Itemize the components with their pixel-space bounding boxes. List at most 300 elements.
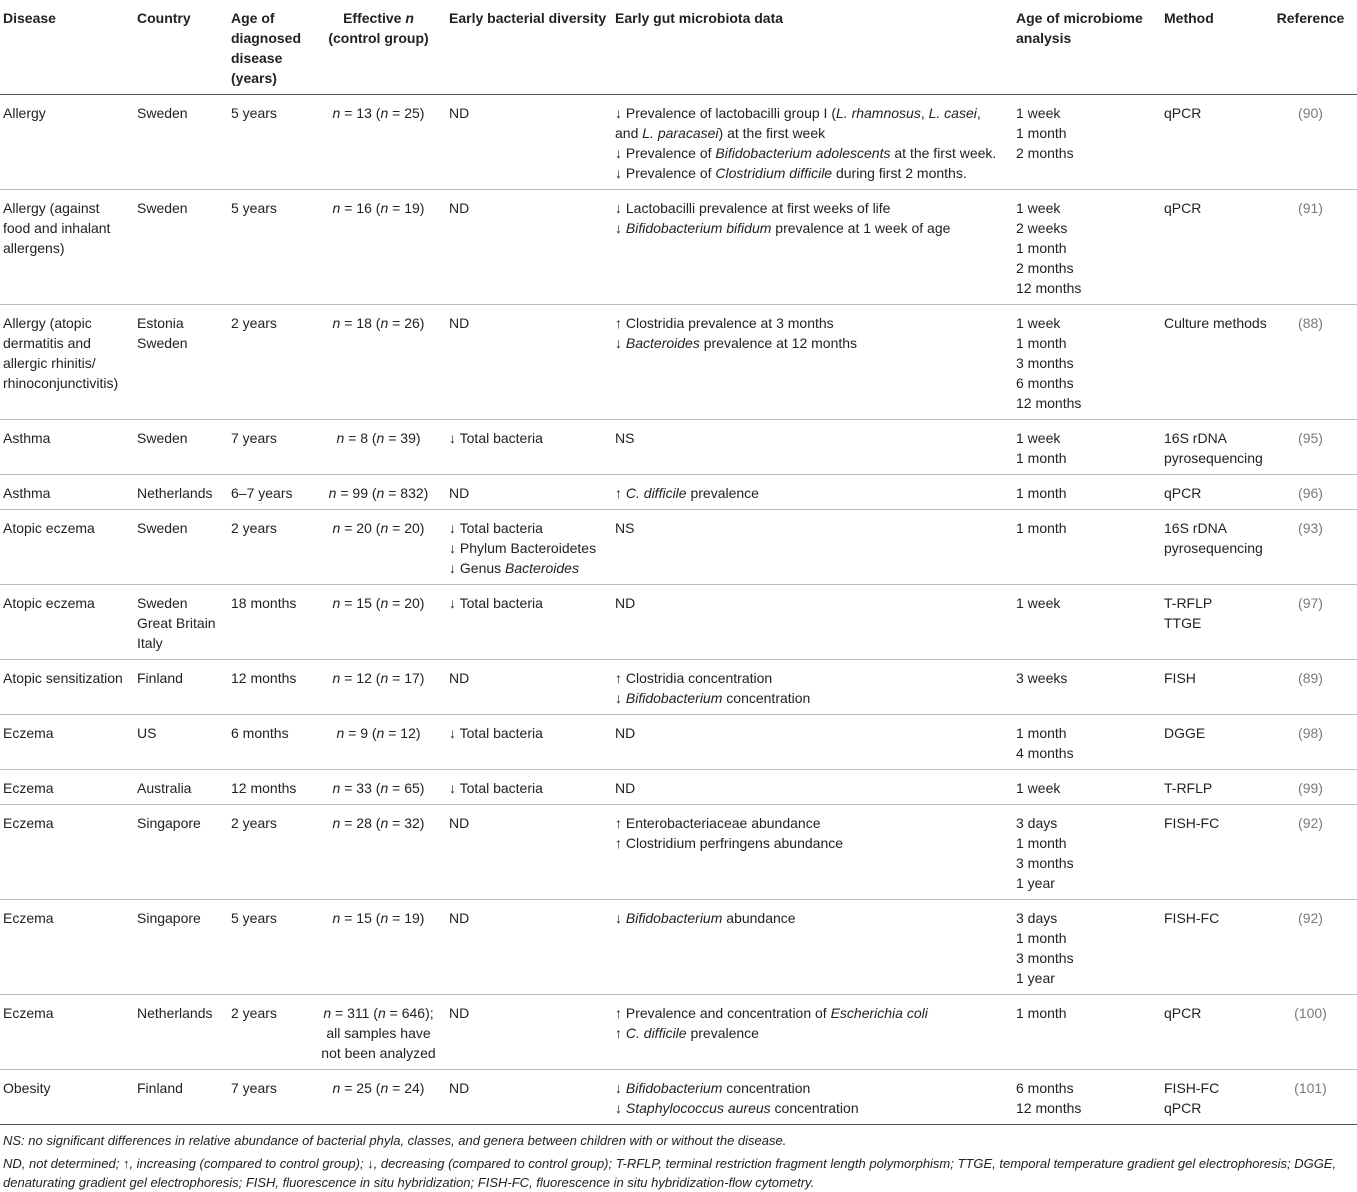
cell-microbiota (612, 190, 1013, 305)
cell-country-line: Netherlands (137, 1005, 213, 1021)
cell-age-microbiome-line: 3 weeks (1016, 670, 1068, 686)
cell-microbiota-line: ↓ Bifidobacterium concentration (615, 690, 811, 706)
cell-microbiota (612, 770, 1013, 805)
cell-diversity (446, 805, 612, 900)
cell-diversity (446, 305, 612, 420)
cell-microbiota-line: ↑ Clostridia prevalence at 3 months (615, 315, 834, 331)
cell-effective-n-line: n = 15 (n = 19) (332, 910, 425, 926)
cell-method-line: 16S rDNA (1164, 430, 1228, 446)
cell-diversity-line: ↓ Total bacteria (449, 595, 543, 611)
cell-age-microbiome-line: 12 months (1016, 395, 1082, 411)
cell-microbiota (612, 420, 1013, 475)
table-row (0, 805, 1357, 900)
cell-diversity (446, 715, 612, 770)
cell-microbiota (612, 305, 1013, 420)
cell-age-diagnosed-line: 12 months (231, 670, 297, 686)
cell-age-diagnosed-line: 5 years (231, 200, 277, 216)
cell-effective-n-line: n = 18 (n = 26) (332, 315, 425, 331)
header-age-diagnosed: Age of diagnosed disease (years) (228, 0, 312, 95)
cell-reference-line: (89) (1298, 670, 1323, 686)
cell-age-diagnosed (228, 420, 312, 475)
cell-diversity-line: ND (449, 200, 470, 216)
cell-microbiota-line: NS (615, 520, 635, 536)
cell-microbiota (612, 715, 1013, 770)
cell-age-microbiome-line: 3 months (1016, 355, 1074, 371)
cell-age-diagnosed-line: 2 years (231, 815, 277, 831)
cell-effective-n-line: n = 9 (n = 12) (336, 725, 421, 741)
cell-country (134, 1070, 228, 1125)
table-row (0, 900, 1357, 995)
cell-method-line: qPCR (1164, 1005, 1202, 1021)
cell-age-diagnosed (228, 475, 312, 510)
cell-diversity-line: ↓ Phylum Bacteroidetes (449, 540, 597, 556)
cell-age-microbiome-line: 1 month (1016, 450, 1067, 466)
cell-age-microbiome (1013, 715, 1161, 770)
table-row (0, 660, 1357, 715)
cell-disease (0, 190, 134, 305)
cell-country-line: Sweden (137, 595, 188, 611)
cell-disease (0, 715, 134, 770)
cell-method-line: Culture methods (1164, 315, 1267, 331)
cell-effective-n-line: n = 20 (n = 20) (332, 520, 425, 536)
cell-reference (1265, 420, 1357, 475)
cell-age-diagnosed-line: 12 months (231, 780, 297, 796)
cell-country (134, 995, 228, 1070)
cell-microbiota-line: ND (615, 725, 636, 741)
cell-reference (1265, 770, 1357, 805)
cell-country-line: Sweden (137, 430, 188, 446)
header-reference: Reference (1265, 0, 1357, 95)
cell-microbiota (612, 585, 1013, 660)
cell-age-microbiome (1013, 770, 1161, 805)
cell-age-microbiome (1013, 305, 1161, 420)
cell-effective-n (312, 305, 446, 420)
cell-effective-n (312, 1070, 446, 1125)
cell-diversity-line: ↓ Total bacteria (449, 430, 543, 446)
cell-diversity (446, 1070, 612, 1125)
footnote-1: NS: no significant differences in relative abundance of bacterial phyla, classes, and genera between children with or without the disease. (3, 1133, 787, 1148)
cell-microbiota-line: ND (615, 780, 636, 796)
cell-effective-n (312, 475, 446, 510)
cell-disease (0, 420, 134, 475)
table-row (0, 1070, 1357, 1125)
cell-microbiota (612, 1070, 1013, 1125)
cell-country (134, 585, 228, 660)
footnote-2: ND, not determined; ↑, increasing (compared to control group); ↓, decreasing (compared to control group); T-RFLP, terminal restriction fragment length polymorphism; TTGE, temporal temperature gradient gel electrophoresis; DGGE, denaturating gradient gel electrophoresis; FISH, fluorescence in situ hybridization; FISH-FC, fluorescence in situ hybridization-flow cytometry. (3, 1156, 1337, 1190)
cell-age-microbiome-line: 4 months (1016, 745, 1074, 761)
cell-age-microbiome-line: 3 months (1016, 855, 1074, 871)
cell-country-line: Estonia (137, 315, 184, 331)
cell-effective-n-line: n = 25 (n = 24) (332, 1080, 425, 1096)
cell-method (1161, 1070, 1265, 1125)
cell-age-microbiome-line: 1 week (1016, 595, 1061, 611)
cell-disease (0, 995, 134, 1070)
cell-age-diagnosed (228, 805, 312, 900)
cell-method-line: FISH (1164, 670, 1196, 686)
cell-disease (0, 475, 134, 510)
cell-effective-n-line: n = 28 (n = 32) (332, 815, 425, 831)
table-row (0, 305, 1357, 420)
cell-diversity-line: ND (449, 1080, 470, 1096)
cell-disease (0, 585, 134, 660)
table-row (0, 420, 1357, 475)
header-age-microbiome: Age of microbiome analysis (1013, 0, 1161, 95)
table-row (0, 95, 1357, 190)
header-effective-n-suffix: (control group) (328, 30, 429, 46)
cell-age-diagnosed (228, 510, 312, 585)
cell-age-microbiome-line: 1 week (1016, 780, 1061, 796)
cell-reference (1265, 475, 1357, 510)
cell-microbiota-line: NS (615, 430, 635, 446)
cell-age-microbiome-line: 1 year (1016, 875, 1055, 891)
cell-disease (0, 1070, 134, 1125)
cell-diversity (446, 475, 612, 510)
cell-diversity-line: ND (449, 315, 470, 331)
cell-age-microbiome (1013, 1070, 1161, 1125)
cell-reference (1265, 900, 1357, 995)
cell-method (1161, 805, 1265, 900)
cell-reference-line: (93) (1298, 520, 1323, 536)
header-effective-n-var: n (405, 10, 414, 26)
cell-age-diagnosed (228, 305, 312, 420)
cell-effective-n (312, 805, 446, 900)
cell-disease-line: Eczema (3, 725, 54, 741)
cell-age-microbiome-line: 1 month (1016, 725, 1067, 741)
cell-age-microbiome (1013, 900, 1161, 995)
cell-microbiota (612, 995, 1013, 1070)
header-disease: Disease (0, 0, 134, 95)
cell-reference-line: (90) (1298, 105, 1323, 121)
cell-age-diagnosed (228, 715, 312, 770)
cell-method-line: qPCR (1164, 1100, 1202, 1116)
cell-reference-line: (96) (1298, 485, 1323, 501)
cell-method (1161, 585, 1265, 660)
cell-age-microbiome-line: 3 months (1016, 950, 1074, 966)
cell-diversity-line: ND (449, 105, 470, 121)
cell-diversity-line: ND (449, 815, 470, 831)
cell-age-microbiome (1013, 805, 1161, 900)
cell-age-diagnosed-line: 2 years (231, 520, 277, 536)
table-row (0, 770, 1357, 805)
table-footnotes (0, 1125, 1357, 1192)
table-row (0, 715, 1357, 770)
cell-effective-n (312, 995, 446, 1070)
cell-age-microbiome-line: 6 months (1016, 375, 1074, 391)
cell-disease-line: Eczema (3, 1005, 54, 1021)
cell-age-microbiome (1013, 420, 1161, 475)
cell-country-line: US (137, 725, 157, 741)
cell-age-microbiome-line: 2 weeks (1016, 220, 1068, 236)
cell-age-microbiome-line: 2 months (1016, 145, 1074, 161)
cell-microbiota-line: ↑ C. difficile prevalence (615, 1025, 759, 1041)
cell-disease-line: Eczema (3, 910, 54, 926)
cell-age-microbiome (1013, 660, 1161, 715)
cell-reference (1265, 305, 1357, 420)
cell-diversity (446, 660, 612, 715)
cell-method-line: pyrosequencing (1164, 540, 1263, 556)
cell-diversity (446, 95, 612, 190)
cell-country-line: Sweden (137, 520, 188, 536)
cell-country-line: Italy (137, 635, 163, 651)
cell-disease (0, 805, 134, 900)
cell-microbiota-line: ↓ Bifidobacterium concentration (615, 1080, 811, 1096)
cell-age-microbiome-line: 1 month (1016, 1005, 1067, 1021)
cell-country-line: Singapore (137, 910, 201, 926)
cell-reference-line: (100) (1294, 1005, 1327, 1021)
cell-effective-n (312, 190, 446, 305)
table-row (0, 510, 1357, 585)
cell-microbiota-line: ↑ C. difficile prevalence (615, 485, 759, 501)
cell-age-diagnosed (228, 95, 312, 190)
header-diversity: Early bacterial diversity (446, 0, 612, 95)
cell-method-line: qPCR (1164, 485, 1202, 501)
cell-age-diagnosed (228, 995, 312, 1070)
cell-microbiota-line: ↑ Enterobacteriaceae abundance (615, 815, 821, 831)
cell-effective-n (312, 420, 446, 475)
cell-age-microbiome-line: 1 month (1016, 835, 1067, 851)
cell-microbiota-line: ↓ Prevalence of Bifidobacterium adolescents at the first week. (615, 145, 997, 161)
cell-age-microbiome (1013, 190, 1161, 305)
cell-age-microbiome-line: 1 week (1016, 200, 1061, 216)
cell-age-diagnosed-line: 6–7 years (231, 485, 293, 501)
cell-age-microbiome-line: 1 month (1016, 930, 1067, 946)
cell-country (134, 900, 228, 995)
cell-disease-line: Atopic eczema (3, 595, 95, 611)
cell-effective-n (312, 95, 446, 190)
cell-disease-line: Asthma (3, 485, 51, 501)
cell-diversity-line: ND (449, 485, 470, 501)
cell-method-line: T-RFLP (1164, 595, 1213, 611)
cell-effective-n (312, 510, 446, 585)
cell-age-diagnosed-line: 7 years (231, 1080, 277, 1096)
cell-method (1161, 660, 1265, 715)
cell-method-line: 16S rDNA (1164, 520, 1228, 536)
cell-method (1161, 510, 1265, 585)
cell-reference (1265, 805, 1357, 900)
cell-reference-line: (99) (1298, 780, 1323, 796)
cell-method-line: pyrosequencing (1164, 450, 1263, 466)
cell-age-microbiome (1013, 475, 1161, 510)
cell-diversity (446, 190, 612, 305)
cell-age-diagnosed-line: 5 years (231, 105, 277, 121)
cell-age-microbiome-line: 12 months (1016, 280, 1082, 296)
cell-age-microbiome (1013, 95, 1161, 190)
header-method: Method (1161, 0, 1265, 95)
cell-age-microbiome-line: 12 months (1016, 1100, 1082, 1116)
cell-reference-line: (91) (1298, 200, 1323, 216)
cell-method (1161, 95, 1265, 190)
cell-disease-line: Atopic sensitization (3, 670, 123, 686)
cell-age-microbiome-line: 6 months (1016, 1080, 1074, 1096)
cell-microbiota-line: ↓ Bifidobacterium abundance (615, 910, 796, 926)
cell-country-line: Sweden (137, 200, 188, 216)
cell-effective-n (312, 770, 446, 805)
cell-effective-n-line: n = 16 (n = 19) (332, 200, 425, 216)
cell-disease (0, 900, 134, 995)
cell-microbiota (612, 95, 1013, 190)
cell-disease (0, 510, 134, 585)
header-effective-n (312, 0, 446, 95)
cell-microbiota-line: and L. paracasei) at the first week (615, 125, 826, 141)
cell-age-microbiome (1013, 585, 1161, 660)
cell-diversity (446, 420, 612, 475)
cell-diversity (446, 510, 612, 585)
cell-age-microbiome-line: 1 year (1016, 970, 1055, 986)
cell-disease (0, 770, 134, 805)
cell-disease (0, 305, 134, 420)
cell-disease-line: Allergy (against food and inhalant allergens) (3, 200, 111, 256)
cell-country-line: Sweden (137, 105, 188, 121)
cell-disease-line: Allergy (3, 105, 46, 121)
cell-microbiota (612, 900, 1013, 995)
cell-disease (0, 660, 134, 715)
cell-age-diagnosed (228, 660, 312, 715)
cell-country (134, 660, 228, 715)
cell-method (1161, 995, 1265, 1070)
cell-age-diagnosed-line: 2 years (231, 1005, 277, 1021)
cell-reference (1265, 660, 1357, 715)
cell-age-diagnosed (228, 770, 312, 805)
cell-diversity-line: ND (449, 1005, 470, 1021)
cell-age-microbiome-line: 3 days (1016, 815, 1058, 831)
cell-effective-n (312, 715, 446, 770)
cell-effective-n (312, 900, 446, 995)
cell-diversity (446, 770, 612, 805)
cell-method-line: qPCR (1164, 105, 1202, 121)
cell-reference-line: (88) (1298, 315, 1323, 331)
cell-method (1161, 190, 1265, 305)
cell-reference (1265, 1070, 1357, 1125)
cell-diversity (446, 995, 612, 1070)
cell-method (1161, 900, 1265, 995)
cell-diversity-line: ↓ Genus Bacteroides (449, 560, 579, 576)
cell-effective-n-line: n = 12 (n = 17) (332, 670, 425, 686)
cell-method-line: FISH-FC (1164, 910, 1220, 926)
cell-effective-n-line: not been analyzed (321, 1045, 436, 1061)
cell-country-line: Sweden (137, 335, 188, 351)
cell-microbiota (612, 660, 1013, 715)
table-row (0, 585, 1357, 660)
table-row (0, 190, 1357, 305)
cell-country (134, 95, 228, 190)
cell-disease-line: Obesity (3, 1080, 51, 1096)
cell-age-diagnosed (228, 585, 312, 660)
cell-country (134, 190, 228, 305)
cell-age-microbiome (1013, 510, 1161, 585)
cell-age-diagnosed (228, 900, 312, 995)
cell-age-diagnosed-line: 5 years (231, 910, 277, 926)
cell-country-line: Singapore (137, 815, 201, 831)
cell-country-line: Netherlands (137, 485, 213, 501)
cell-reference-line: (101) (1294, 1080, 1327, 1096)
cell-microbiota-line: ↓ Staphylococcus aureus concentration (615, 1100, 859, 1116)
cell-age-microbiome-line: 1 month (1016, 520, 1067, 536)
cell-country-line: Great Britain (137, 615, 216, 631)
header-effective-n-prefix: Effective (343, 10, 406, 26)
cell-method (1161, 475, 1265, 510)
cell-microbiota-line: ↓ Bacteroides prevalence at 12 months (615, 335, 858, 351)
cell-country (134, 510, 228, 585)
cell-reference (1265, 995, 1357, 1070)
cell-disease-line: Eczema (3, 815, 54, 831)
cell-age-diagnosed-line: 6 months (231, 725, 289, 741)
cell-country-line: Finland (137, 1080, 183, 1096)
cell-diversity-line: ND (449, 910, 470, 926)
cell-method-line: T-RFLP (1164, 780, 1213, 796)
cell-disease-line: Eczema (3, 780, 54, 796)
cell-method (1161, 305, 1265, 420)
cell-method-line: FISH-FC (1164, 1080, 1220, 1096)
cell-age-microbiome-line: 1 week (1016, 105, 1061, 121)
cell-reference-line: (92) (1298, 815, 1323, 831)
cell-microbiota-line: ↓ Prevalence of lactobacilli group I (L. rhamnosus, L. casei, (615, 105, 981, 121)
cell-effective-n-line: n = 8 (n = 39) (336, 430, 421, 446)
cell-method-line: FISH-FC (1164, 815, 1220, 831)
table-body (0, 95, 1357, 1125)
header-microbiota: Early gut microbiota data (612, 0, 1013, 95)
cell-country (134, 305, 228, 420)
cell-reference (1265, 95, 1357, 190)
cell-country (134, 475, 228, 510)
cell-age-microbiome-line: 1 month (1016, 335, 1067, 351)
cell-microbiota-line: ↑ Clostridium perfringens abundance (615, 835, 844, 851)
cell-age-microbiome-line: 1 month (1016, 125, 1067, 141)
cell-diversity-line: ND (449, 670, 470, 686)
cell-effective-n (312, 660, 446, 715)
cell-microbiota (612, 510, 1013, 585)
cell-microbiota-line: ↑ Clostridia concentration (615, 670, 773, 686)
cell-reference-line: (98) (1298, 725, 1323, 741)
cell-country-line: Finland (137, 670, 183, 686)
cell-country (134, 805, 228, 900)
cell-age-microbiome-line: 1 month (1016, 240, 1067, 256)
cell-age-microbiome-line: 1 month (1016, 485, 1067, 501)
cell-method (1161, 420, 1265, 475)
cell-microbiota-line: ↓ Prevalence of Clostridium difficile during first 2 months. (615, 165, 967, 181)
table-row (0, 995, 1357, 1070)
cell-age-diagnosed (228, 190, 312, 305)
cell-microbiota (612, 805, 1013, 900)
header-row (0, 0, 1357, 95)
cell-diversity (446, 900, 612, 995)
cell-country (134, 770, 228, 805)
cell-disease (0, 95, 134, 190)
cell-country-line: Australia (137, 780, 192, 796)
cell-reference (1265, 510, 1357, 585)
cell-effective-n-line: n = 99 (n = 832) (328, 485, 429, 501)
cell-country (134, 420, 228, 475)
cell-method (1161, 770, 1265, 805)
cell-method (1161, 715, 1265, 770)
cell-effective-n-line: n = 33 (n = 65) (332, 780, 425, 796)
table-row (0, 475, 1357, 510)
cell-age-diagnosed (228, 1070, 312, 1125)
cell-reference (1265, 190, 1357, 305)
cell-method-line: TTGE (1164, 615, 1202, 631)
cell-diversity (446, 585, 612, 660)
cell-reference-line: (95) (1298, 430, 1323, 446)
cell-disease-line: Atopic eczema (3, 520, 95, 536)
cell-microbiota-line: ↑ Prevalence and concentration of Escherichia coli (615, 1005, 928, 1021)
cell-method-line: qPCR (1164, 200, 1202, 216)
cell-reference-line: (97) (1298, 595, 1323, 611)
cell-age-microbiome-line: 3 days (1016, 910, 1058, 926)
cell-method-line: DGGE (1164, 725, 1206, 741)
cell-diversity-line: ↓ Total bacteria (449, 725, 543, 741)
cell-effective-n (312, 585, 446, 660)
cell-reference (1265, 715, 1357, 770)
cell-effective-n-line: n = 311 (n = 646); (323, 1005, 434, 1021)
